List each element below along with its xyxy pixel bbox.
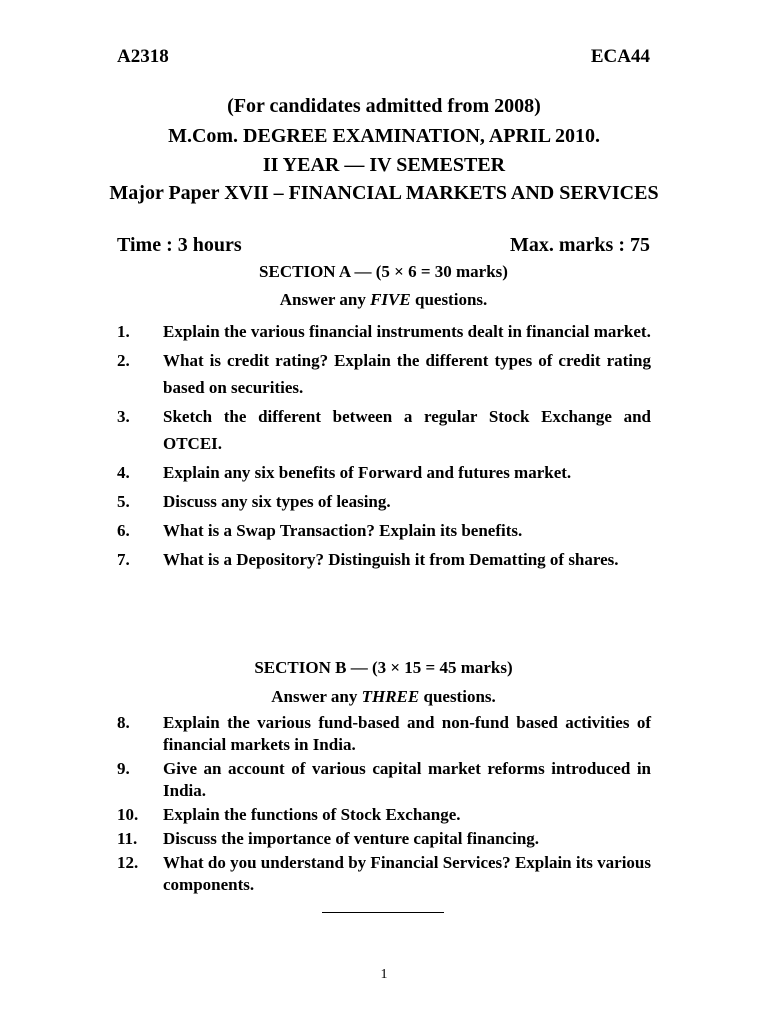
time-marks-row [117, 234, 650, 258]
question-number: 7. [117, 550, 130, 569]
question-text: What is a Depository? Distinguish it from Dematting of shares. [163, 550, 619, 569]
question-item [117, 517, 651, 544]
question-item [117, 318, 651, 345]
question-item [117, 403, 651, 457]
section-b-instruction: Answer any THREE questions. [271, 687, 496, 706]
section-b-questions [117, 712, 651, 898]
exam-title: M.Com. DEGREE EXAMINATION, APRIL 2010. [168, 125, 600, 147]
question-item [117, 459, 651, 486]
end-rule [322, 912, 444, 913]
question-text: Explain the various fund-based and non-fund based activities of financial markets in India. [163, 713, 651, 754]
max-marks: Max. marks : 75 [510, 234, 650, 256]
question-text: What is credit rating? Explain the different types of credit rating based on securities. [163, 351, 651, 397]
section-a-instruction: Answer any FIVE questions. [279, 290, 488, 309]
question-text: What do you understand by Financial Services? Explain its various components. [163, 853, 651, 894]
question-item [117, 546, 651, 573]
candidates-note: (For candidates admitted from 2008) [227, 95, 541, 117]
question-number: 3. [117, 407, 130, 426]
question-text: Explain any six benefits of Forward and futures market. [163, 463, 572, 482]
question-item [117, 488, 651, 515]
paper-code-right: ECA44 [590, 46, 650, 67]
question-item [117, 828, 651, 850]
question-text: What is a Swap Transaction? Explain its benefits. [163, 521, 523, 540]
time-allowed: Time : 3 hours [117, 234, 242, 256]
question-number: 11. [117, 829, 138, 848]
question-number: 9. [117, 759, 130, 778]
paper-code-left: A2318 [117, 46, 169, 67]
question-item [117, 852, 651, 896]
page-number: 1 [380, 967, 388, 982]
question-text: Discuss any six types of leasing. [163, 492, 391, 511]
question-number: 1. [117, 322, 130, 341]
question-number: 4. [117, 463, 130, 482]
paper-title: Major Paper XVII – FINANCIAL MARKETS AND SERVICES [109, 182, 659, 204]
section-a-questions [117, 318, 651, 575]
question-number: 6. [117, 521, 130, 540]
section-a-title: SECTION A — (5 × 6 = 30 marks) [259, 262, 508, 281]
question-number: 10. [117, 805, 139, 824]
question-number: 8. [117, 713, 130, 732]
question-item [117, 758, 651, 802]
question-text: Explain the functions of Stock Exchange. [163, 805, 461, 824]
question-item [117, 712, 651, 756]
question-item [117, 347, 651, 401]
paper-codes [117, 46, 650, 70]
question-item [117, 804, 651, 826]
section-b-title: SECTION B — (3 × 15 = 45 marks) [254, 658, 513, 677]
question-text: Discuss the importance of venture capital financing. [163, 829, 540, 848]
question-number: 12. [117, 853, 139, 872]
question-text: Sketch the different between a regular Stock Exchange and OTCEI. [163, 407, 651, 453]
question-text: Explain the various financial instruments dealt in financial market. [163, 322, 651, 341]
question-number: 5. [117, 492, 130, 511]
question-text: Give an account of various capital market reforms introduced in India. [163, 759, 651, 800]
question-number: 2. [117, 351, 130, 370]
year-semester: II YEAR — IV SEMESTER [262, 154, 506, 176]
